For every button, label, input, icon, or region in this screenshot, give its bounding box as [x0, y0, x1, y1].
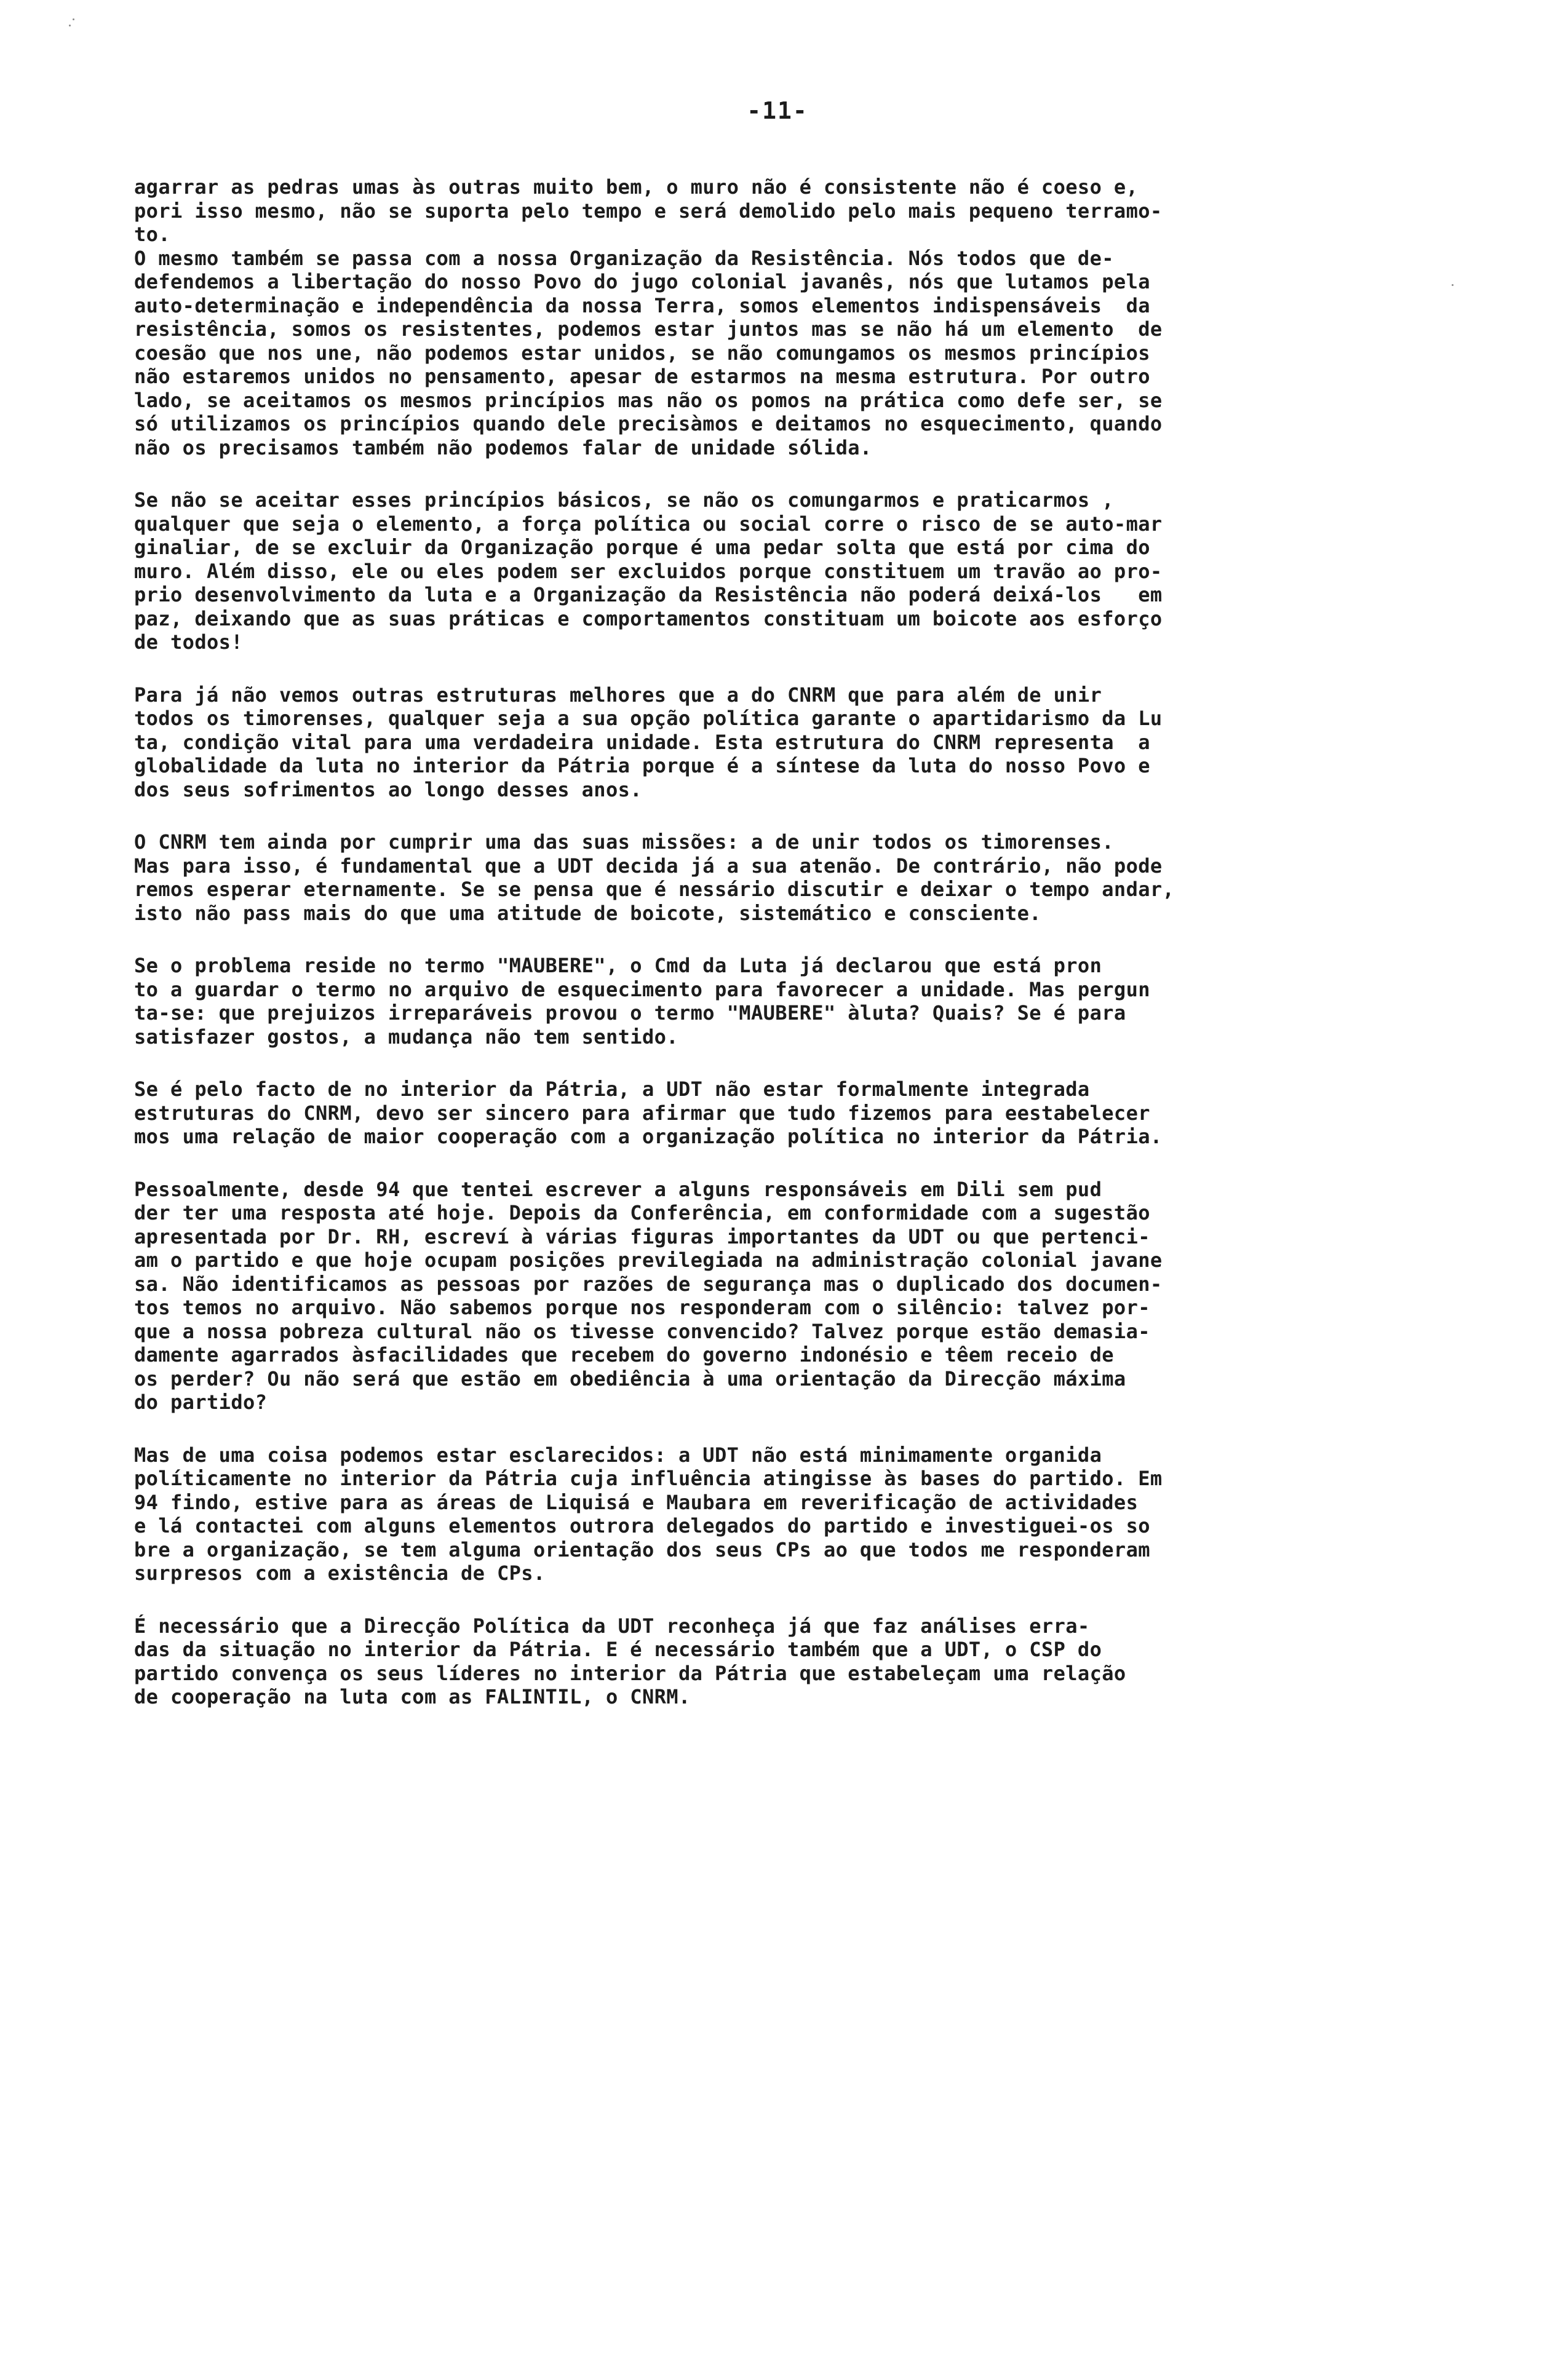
scan-speck	[69, 25, 71, 26]
body-text	[134, 175, 1457, 1709]
paragraph: Mas de uma coisa podemos estar esclarecidos: a UDT não está minimamente organida políticamente no interior da Pátria cuja influência atingisse às bases do partido. Em 94 findo, estive para as áreas de Liquisá e Maubara em reverificação de actividades e lá contactei com alguns elementos outrora delegados do partido e investiguei-os so bre a organização, se tem alguma orientação dos seus CPs ao que todos me responderam surpresos com a existência de CPs.	[134, 1443, 1163, 1585]
paragraph: Se é pelo facto de no interior da Pátria, a UDT não estar formalmente integrada estruturas do CNRM, devo ser sincero para afirmar que tudo fizemos para eestabelecer mos uma relação de maior cooperação com a organização política no interior da Pátria.	[134, 1077, 1163, 1148]
paragraph: É necessário que a Direcção Política da UDT reconheça já que faz análises erra- das da situação no interior da Pátria. E é necessário também que a UDT, o CSP do partido convença os seus líderes no interior da Pátria que estabeleçam uma relação de cooperação na luta com as FALINTIL, o CNRM.	[134, 1614, 1126, 1708]
paragraph: O mesmo também se passa com a nossa Organização da Resistência. Nós todos que de- defendemos a libertação do nosso Povo do jugo colonial javanês, nós que lutamos pela auto-determinação e independência da nossa Terra, somos elementos indispensáveis da resistência, somos os resistentes, podemos estar juntos mas se não há um elemento de coesão que nos une, não podemos estar unidos, se não comungamos os mesmos princípios não estaremos unidos no pensamento, apesar de estarmos na mesma estrutura. Por outro lado, se aceitamos os mesmos princípios mas não os pomos na prática como defe ser, se só utilizamos os princípios quando dele precisàmos e deitamos no esquecimento, quando não os precisamos também não podemos falar de unidade sólida.	[134, 246, 1163, 459]
paragraph: Se não se aceitar esses princípios básicos, se não os comungarmos e praticarmos , qualquer que seja o elemento, a força política ou social corre o risco de se auto-mar ginaliar, de se excluir da Organização porque é uma pedar solta que está por cima do muro. Além disso, ele ou eles podem ser excluidos porque constituem um travão ao pro- prio desenvolvimento da luta e a Organização da Resistência não poderá deixá-los em paz, deixando que as suas práticas e comportamentos constituam um boicote aos esforço de todos!	[134, 488, 1163, 654]
paragraph: Se o problema reside no termo "MAUBERE", o Cmd da Luta já declarou que está pron to a guardar o termo no arquivo de esquecimento para favorecer a unidade. Mas pergun ta-se: que prejuizos irreparáveis provou o termo "MAUBERE" àluta? Quais? Se é para satisfazer gostos, a mudança não tem sentido.	[134, 954, 1150, 1049]
scan-speck	[73, 18, 74, 20]
page-number: -11-	[747, 97, 808, 124]
paragraph: Pessoalmente, desde 94 que tentei escrever a alguns responsáveis em Dili sem pud der ter uma resposta até hoje. Depois da Conferência, em conformidade com a sugestão apresentada por Dr. RH, escreví à várias figuras importantes da UDT ou que pertenci- am o partido e que hoje ocupam posições previlegiada na administração colonial javane sa. Não identificamos as pessoas por razões de segurança mas o duplicado dos documen- tos temos no arquivo. Não sabemos porque nos responderam com o silêncio: talvez por- que a nossa pobreza cultural não os tivesse convencido? Talvez porque estão demasia- damente agarrados àsfacilidades que recebem do governo indonésio e têem receio de os perder? Ou não será que estão em obediência à uma orientação da Direcção máxima do partido?	[134, 1177, 1163, 1414]
paragraph-continuation: agarrar as pedras umas às outras muito bem, o muro não é consistente não é coeso e, pori isso mesmo, não se suporta pelo tempo e será demolido pelo mais pequeno terramo- to.	[134, 175, 1163, 246]
paragraph: Para já não vemos outras estruturas melhores que a do CNRM que para além de unir todos os timorenses, qualquer seja a sua opção política garante o apartidarismo da Lu ta, condição vital para uma verdadeira unidade. Esta estrutura do CNRM representa a globalidade da luta no interior da Pátria porque é a síntese da luta do nosso Povo e dos seus sofrimentos ao longo desses anos.	[134, 683, 1163, 801]
paragraph: O CNRM tem ainda por cumprir uma das suas missões: a de unir todos os timorenses. Mas para isso, é fundamental que a UDT decida já a sua atenão. De contrário, não pode remos esperar eternamente. Se se pensa que é nessário discutir e deixar o tempo andar, isto não pass mais do que uma atitude de boicote, sistemático e consciente.	[134, 830, 1175, 925]
